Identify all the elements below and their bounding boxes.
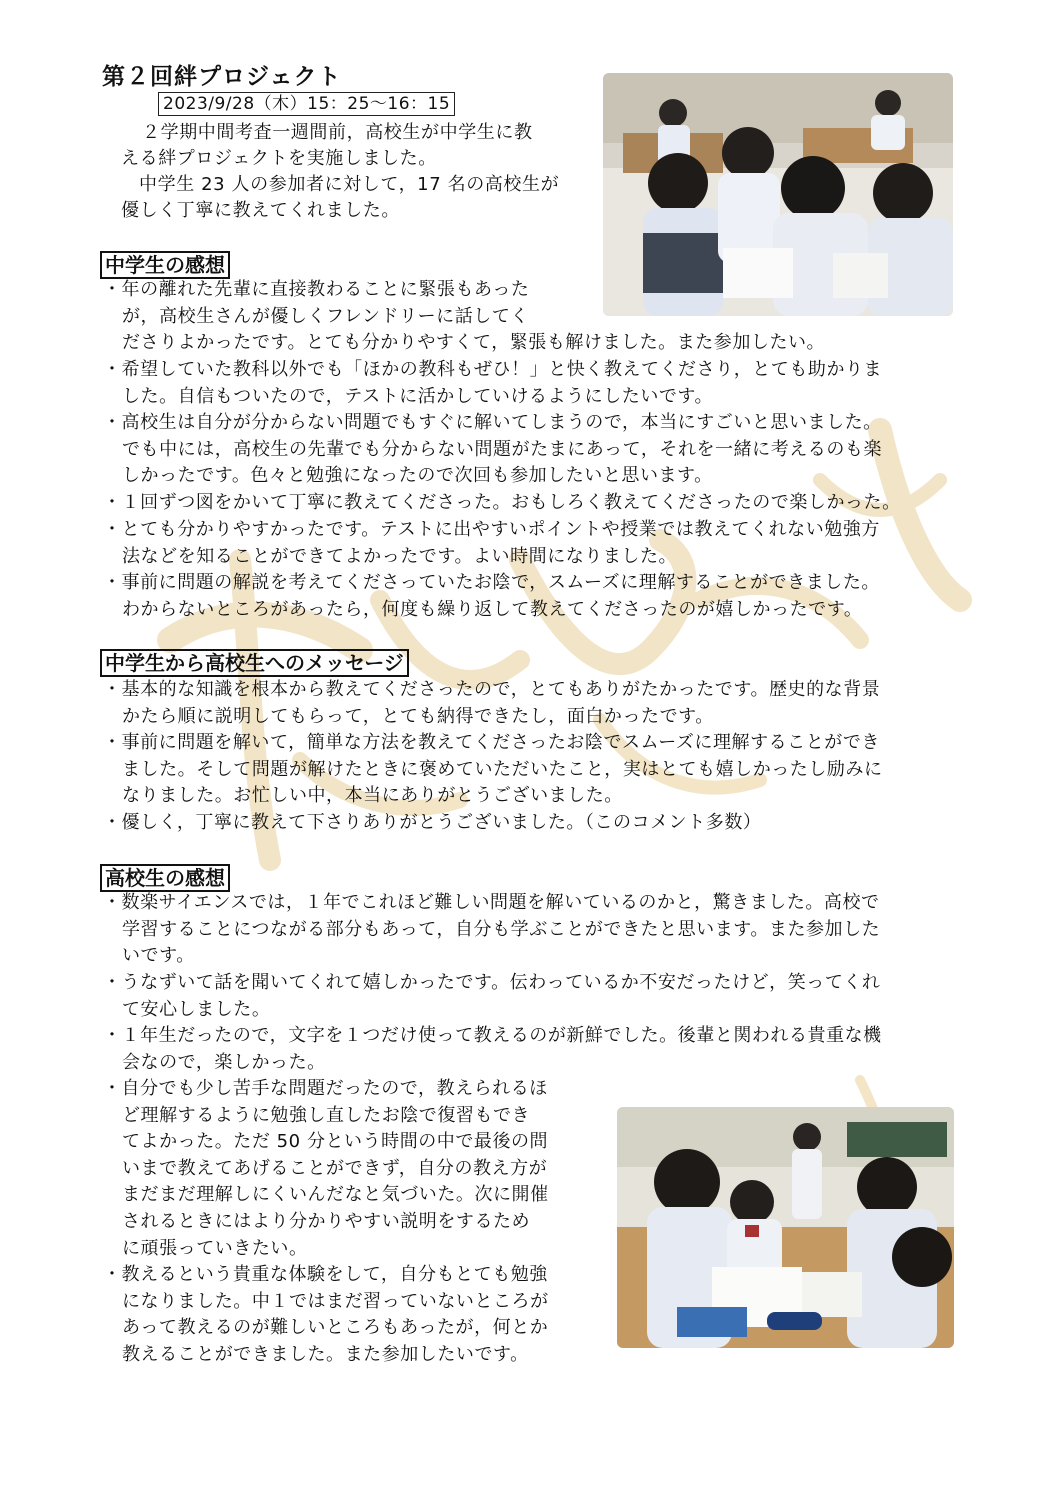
item-line: なりました。お忙しい中，本当にありがとうございました。: [122, 785, 623, 807]
intro-line-4: 優しく丁寧に教えてくれました。: [121, 200, 400, 221]
item-line: あって教えるのが難しいところもあったが，何とか: [122, 1317, 549, 1339]
list-item: [103, 1076, 549, 1262]
list-item: [103, 277, 825, 357]
list-item: [103, 890, 880, 970]
list-item: [103, 730, 883, 810]
intro-line-3: 中学生 23 人の参加者に対して，17 名の高校生が: [139, 174, 560, 195]
list-item: [103, 810, 761, 837]
section-heading-messages: 中学生から高校生へのメッセージ: [100, 649, 409, 677]
item-line: て安心しました。: [122, 998, 271, 1020]
item-line: 教えることができました。また参加したいです。: [122, 1343, 529, 1365]
item-line: ました。そして問題が解けたときに褒めていただいたこと，実はとても嬉しかったし励みに: [122, 758, 883, 780]
item-line: に頑張っていきたい。: [122, 1237, 308, 1259]
item-line: した。自信もついたので，テストに活かしていけるようにしたいです。: [122, 385, 714, 407]
list-item: [103, 490, 901, 517]
item-line: ・年の離れた先輩に直接教わることに緊張もあった: [103, 279, 530, 300]
item-line: ・１年生だったので，文字を１つだけ使って教えるのが新鮮でした。後輩と関われる貴重な機: [103, 1025, 882, 1046]
intro-line-2: える絆プロジェクトを実施しました。: [121, 148, 437, 169]
list-item: [103, 410, 882, 490]
item-line: ・事前に問題を解いて，簡単な方法を教えてくださったお陰でスムーズに理解することができ: [103, 732, 880, 753]
item-line: 法などを知ることができてよかったです。よい時間になりました。: [122, 545, 678, 567]
item-line: 会なので，楽しかった。: [122, 1051, 326, 1073]
item-line: になりました。中１ではまだ習っていないところが: [122, 1290, 549, 1312]
item-line: わからないところがあったら，何度も繰り返して教えてくださったのが嬉しかったです。: [122, 598, 863, 620]
item-line: されるときにはより分かりやすい説明をするため: [122, 1210, 531, 1232]
item-line: 学習することにつながる部分もあって，自分も学ぶことができたと思います。また参加した: [122, 918, 881, 940]
list-item: [103, 677, 880, 730]
item-line: ・１回ずつ図をかいて丁寧に教えてくださった。おもしろく教えてくださったので楽しかった。: [103, 492, 901, 513]
item-line: でも中には，高校生の先輩でも分からない問題がたまにあって，それを一緒に考えるのも楽: [122, 438, 883, 460]
item-line: ・うなずいて話を聞いてくれて嬉しかったです。伝わっているか不安だったけど，笑ってくれ: [103, 972, 881, 993]
item-line: ・教えるという貴重な体験をして，自分もとても勉強: [103, 1264, 548, 1285]
item-line: ・高校生は自分が分からない問題でもすぐに解いてしまうので，本当にすごいと思いました。: [103, 412, 882, 433]
intro-line-1: ２学期中間考査一週間前，高校生が中学生に教: [142, 122, 533, 143]
item-line: いまで教えてあげることができず，自分の教え方が: [122, 1157, 548, 1179]
item-line: が，高校生さんが優しくフレンドリーに話してく: [122, 305, 529, 327]
item-line: ださりよかったです。とても分かりやすくて，緊張も解けました。また参加したい。: [122, 332, 826, 354]
item-line: しかったです。色々と勉強になったので次回も参加したいと思います。: [122, 465, 713, 487]
list-item: [103, 970, 880, 1023]
item-line: ・事前に問題の解説を考えてくださっていたお陰で，スムーズに理解することができました。: [103, 572, 880, 593]
section-heading-senior-impressions: 高校生の感想: [100, 864, 230, 892]
item-line: ・数楽サイエンスでは，１年でこれほど難しい問題を解いているのかと，驚きました。高校で: [103, 892, 880, 913]
list-item: [103, 357, 882, 410]
item-line: ・とても分かりやすかったです。テストに出やすいポイントや授業では教えてくれない勉強方: [103, 519, 880, 540]
item-line: ど理解するように勉強し直したお陰で復習もでき: [122, 1104, 531, 1126]
item-line: まだまだ理解しにくいんだなと気づいた。次に開催: [122, 1184, 549, 1206]
item-line: ・希望していた教科以外でも「ほかの教科もぜひ！」と快く教えてくださり，とても助かりま: [103, 359, 883, 380]
students-tutoring-photo: [617, 1107, 954, 1348]
item-line: ・優しく，丁寧に教えて下さりありがとうございました。（このコメント多数）: [103, 812, 762, 833]
page-title: 第２回絆プロジェクト: [102, 64, 342, 90]
item-line: てよかった。ただ 50 分という時間の中で最後の問: [122, 1131, 549, 1153]
list-item: [103, 1023, 882, 1076]
list-item: [103, 517, 880, 570]
item-line: ・自分でも少し苦手な問題だったので，教えられるほ: [103, 1078, 548, 1099]
list-item: [103, 1262, 549, 1368]
list-item: [103, 570, 880, 623]
section-heading-junior-impressions: 中学生の感想: [100, 251, 230, 279]
event-date: 2023/9/28（木）15：25〜16：15: [158, 92, 455, 116]
item-line: いです。: [122, 945, 195, 967]
item-line: ・基本的な知識を根本から教えてくださったので，とてもありがたかったです。歴史的な背景: [103, 679, 881, 700]
item-line: かたら順に説明してもらって，とても納得できたし，面白かったです。: [122, 705, 714, 727]
